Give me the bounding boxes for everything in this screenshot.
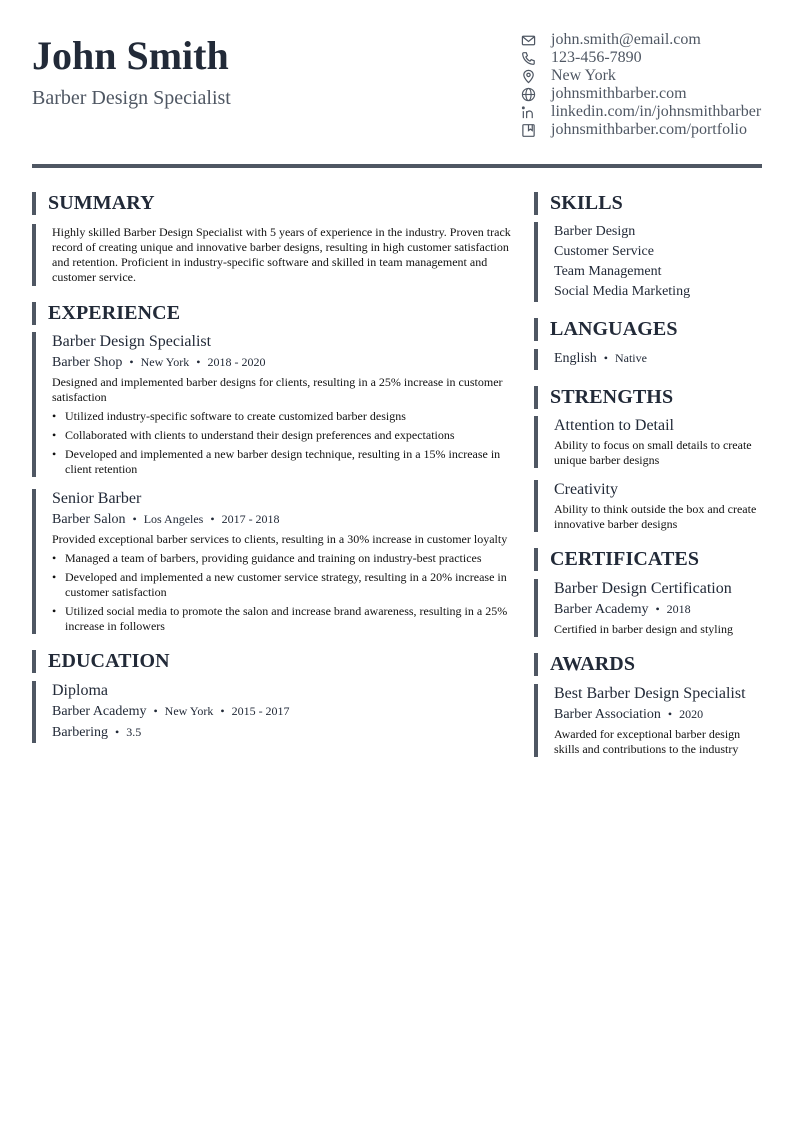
certificate-title: Barber Design Certification: [554, 580, 732, 597]
education-meta: Barber Academy • New York • 2015 - 2017: [52, 704, 290, 719]
candidate-title: Barber Design Specialist: [32, 87, 231, 109]
strength-entry: [534, 480, 766, 532]
job-description: Designed and implemented barber designs for clients, resulting in a 25% increase in customer satisfaction: [52, 375, 503, 404]
strengths-heading: STRENGTHS: [534, 386, 766, 409]
languages-section: [534, 318, 766, 370]
certificate-year: 2018: [666, 602, 691, 616]
skills-heading: SKILLS: [534, 192, 766, 215]
education-heading: EDUCATION: [32, 650, 512, 673]
strength-entry: [534, 416, 766, 468]
skills-section: [534, 192, 766, 302]
job-company: Barber Shop: [52, 355, 123, 370]
summary-heading: SUMMARY: [32, 192, 512, 215]
job-bullet: • Developed and implemented a new customer service strategy, resulting in a 20% increase in customer satisfaction: [52, 570, 512, 600]
certificates-section: [534, 548, 766, 637]
contact-phone[interactable]: [520, 49, 770, 67]
summary-text: Highly skilled Barber Design Specialist with 5 years of experience in the industry. Proven track record of creating unique and innovative barber designs, resulting in high customer satisfaction and retention. Proficient in industry-specific software and skilled in team management and customer service.: [52, 225, 511, 284]
certificate-issuer: Barber Academy: [554, 602, 649, 617]
skill-item: Social Media Marketing: [554, 284, 691, 299]
experience-heading: EXPERIENCE: [32, 302, 512, 325]
skill-item: Team Management: [554, 264, 662, 279]
contact-location-text: New York: [551, 67, 616, 84]
left-column: [32, 190, 512, 743]
certificate-description: Certified in barber design and styling: [554, 622, 733, 636]
language-name: English: [554, 351, 597, 366]
job-bullets: [52, 551, 512, 634]
certificate-meta: Barber Academy • 2018: [554, 602, 691, 617]
linkedin-icon: [520, 104, 536, 120]
award-meta: Barber Association • 2020: [554, 707, 704, 722]
contact-linkedin-text[interactable]: linkedin.com/in/johnsmithbarber: [551, 103, 762, 120]
education-field-row: Barbering • 3.5: [52, 725, 142, 740]
job-title: Senior Barber: [52, 490, 142, 507]
education-field: Barbering: [52, 725, 108, 740]
education-school: Barber Academy: [52, 704, 147, 719]
skill-item: Barber Design: [554, 224, 636, 239]
job-dates: 2017 - 2018: [221, 512, 280, 526]
job-description: Provided exceptional barber services to clients, resulting in a 30% increase in customer loyalty: [52, 532, 508, 546]
certificates-heading: CERTIFICATES: [534, 548, 766, 571]
education-entry: [32, 681, 512, 743]
job-bullet: • Managed a team of barbers, providing guidance and training on industry-best practices: [52, 551, 512, 566]
contact-portfolio[interactable]: [520, 121, 770, 139]
candidate-name: John Smith: [32, 33, 229, 78]
award-entry: [534, 684, 766, 757]
award-description: Awarded for exceptional barber design skills and contributions to the industry: [554, 727, 741, 756]
experience-entry: [32, 332, 512, 477]
location-icon: [520, 68, 536, 84]
language-level: Native: [614, 351, 647, 365]
strength-description: Ability to think outside the box and create innovative barber designs: [554, 502, 757, 531]
job-company: Barber Salon: [52, 512, 126, 527]
awards-section: [534, 653, 766, 757]
certificate-entry: [534, 579, 766, 637]
portfolio-icon: [520, 122, 536, 138]
contact-linkedin[interactable]: [520, 103, 770, 121]
globe-icon: [520, 86, 536, 102]
contact-portfolio-text[interactable]: johnsmithbarber.com/portfolio: [551, 121, 747, 138]
contact-email-text[interactable]: john.smith@email.com: [551, 31, 701, 48]
job-meta: Barber Shop • New York • 2018 - 2020: [52, 355, 266, 370]
skills-list: [534, 222, 766, 302]
award-year: 2020: [679, 707, 704, 721]
strengths-section: [534, 386, 766, 532]
education-gpa: 3.5: [126, 725, 142, 739]
job-bullet: • Utilized social media to promote the salon and increase brand awareness, resulting in a 25% increase in followers: [52, 604, 512, 634]
job-bullet: • Collaborated with clients to understand their design preferences and expectations: [52, 428, 512, 443]
job-meta: Barber Salon • Los Angeles • 2017 - 2018: [52, 512, 280, 527]
strength-description: Ability to focus on small details to create unique barber designs: [554, 438, 752, 467]
contact-email[interactable]: [520, 31, 770, 49]
job-bullet: • Utilized industry-specific software to create customized barber designs: [52, 409, 512, 424]
resume-header: [32, 30, 762, 150]
strength-title: Creativity: [554, 481, 618, 498]
languages-heading: LANGUAGES: [534, 318, 766, 341]
awards-heading: AWARDS: [534, 653, 766, 676]
contact-website-text[interactable]: johnsmithbarber.com: [551, 85, 687, 102]
header-divider: [32, 164, 762, 168]
job-dates: 2018 - 2020: [207, 355, 266, 369]
skill-item: Customer Service: [554, 244, 654, 259]
education-section: [32, 650, 512, 743]
summary-body: [32, 224, 512, 286]
languages-list: [534, 349, 766, 370]
job-title: Barber Design Specialist: [52, 333, 212, 350]
contact-list: [520, 31, 770, 139]
contact-website[interactable]: [520, 85, 770, 103]
contact-phone-text[interactable]: 123-456-7890: [551, 49, 642, 66]
education-degree: Diploma: [52, 682, 108, 699]
right-column: [534, 190, 766, 757]
job-bullets: [52, 409, 512, 477]
job-location: New York: [140, 355, 190, 369]
summary-section: [32, 192, 512, 286]
email-icon: [520, 32, 536, 48]
language-item: English • Native: [554, 351, 647, 366]
contact-location: [520, 67, 770, 85]
experience-entry: [32, 489, 512, 634]
award-title: Best Barber Design Specialist: [554, 685, 746, 702]
job-location: Los Angeles: [143, 512, 204, 526]
education-location: New York: [164, 704, 214, 718]
award-issuer: Barber Association: [554, 707, 661, 722]
job-bullet: • Developed and implemented a new barber design technique, resulting in a 15% increase in client retention: [52, 447, 512, 477]
strength-title: Attention to Detail: [554, 417, 674, 434]
education-dates: 2015 - 2017: [231, 704, 290, 718]
experience-section: [32, 302, 512, 634]
phone-icon: [520, 50, 536, 66]
